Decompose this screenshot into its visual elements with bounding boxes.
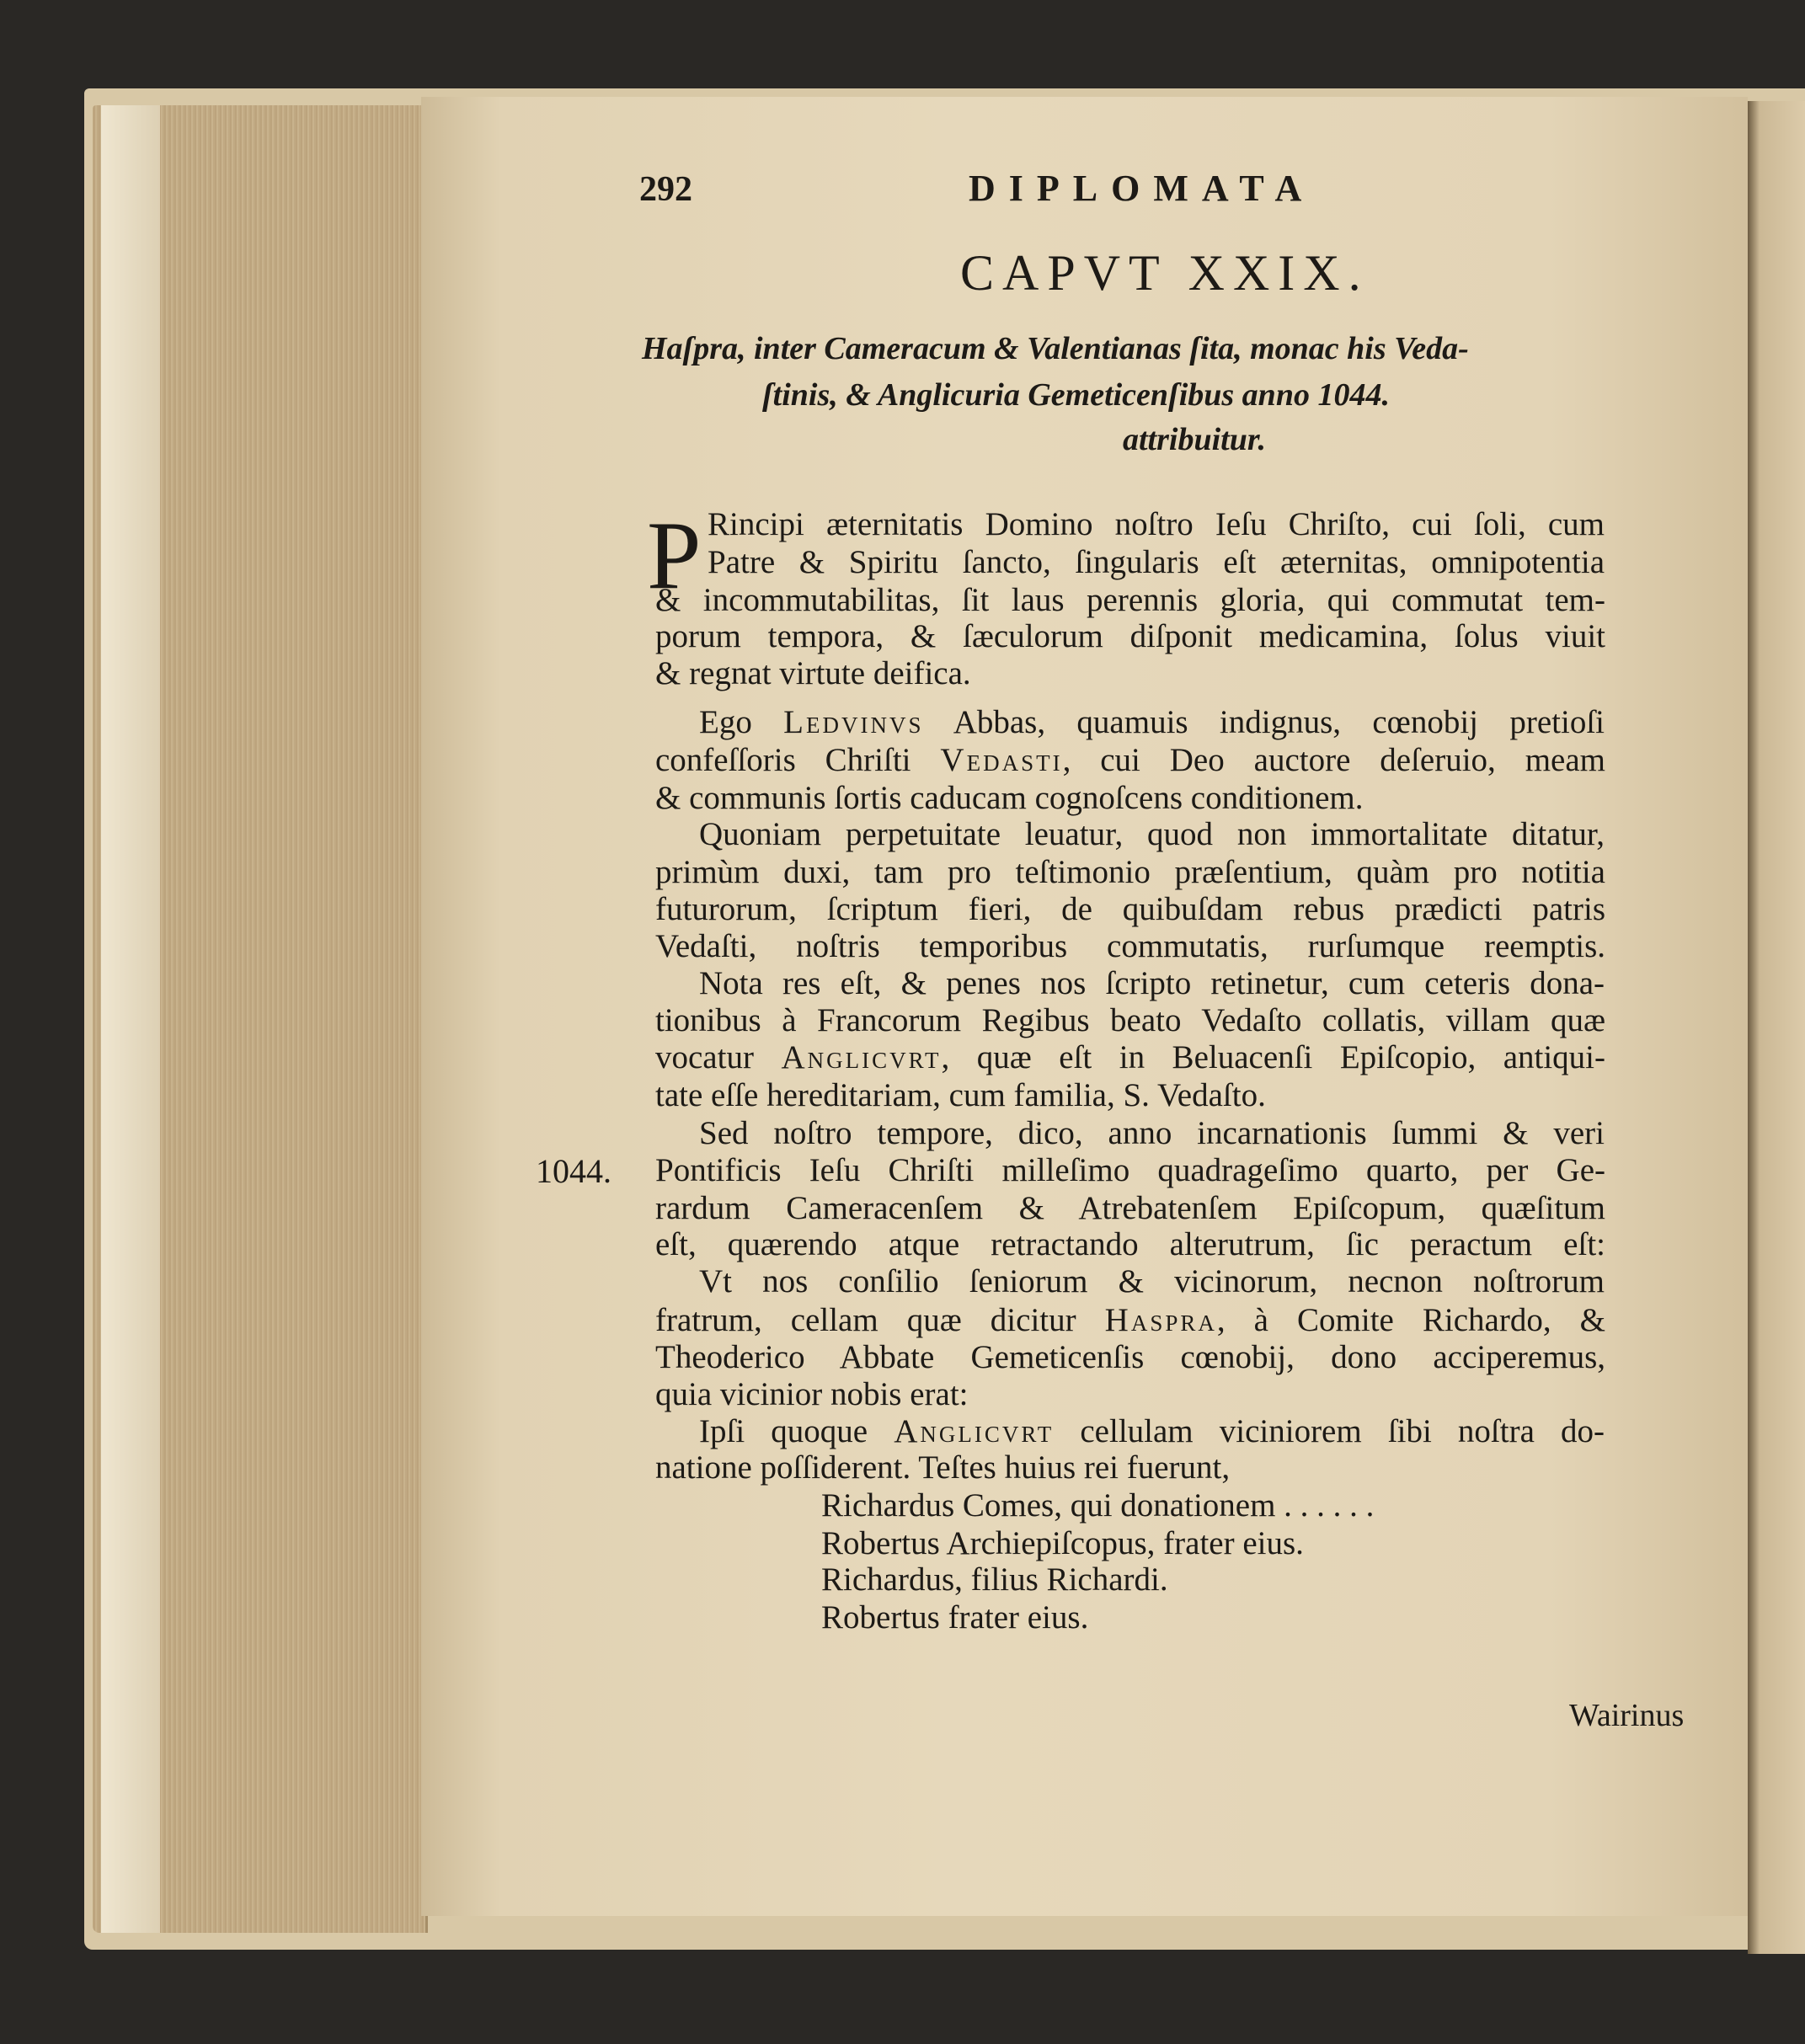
- text-segment: primùm duxi, tam pro teſtimonio præſentium, quàm pro notitia: [655, 854, 1605, 890]
- text-segment: , cui Deo auctore deſeruio, meam: [1062, 742, 1605, 778]
- chapter-title: CAPVT XXIX.: [960, 245, 1370, 301]
- text-segment: Vedaſti, noſtris temporibus commutatis, rurſumque reemptis.: [655, 928, 1605, 964]
- text-segment: & incommutabilitas, ſit laus perennis gloria, qui commutat tem-: [655, 582, 1605, 618]
- text-line: [655, 890, 1605, 928]
- cover-edge: [101, 105, 160, 1933]
- text-line: [699, 703, 1605, 741]
- text-line: [655, 853, 1605, 891]
- facing-page-edge: [1748, 101, 1805, 1954]
- text-line: [821, 1524, 1304, 1562]
- text-line: [699, 815, 1605, 853]
- text-segment: Nota res eſt, & penes nos ſcripto retinetur, cum ceteris dona-: [699, 965, 1605, 1001]
- text-line: [699, 1412, 1605, 1450]
- text-segment: Robertus frater eius.: [821, 1599, 1089, 1636]
- small-caps-name: Vedasti: [940, 742, 1063, 778]
- text-segment: Vt nos conſilio ſeniorum & vicinorum, necnon noſtrorum: [699, 1263, 1605, 1300]
- catchword: Wairinus: [1569, 1698, 1685, 1733]
- text-segment: rardum Cameracenſem & Atrebatenſem Epiſcopum, quæſitum: [655, 1190, 1605, 1226]
- text-line: [655, 1189, 1605, 1227]
- text-segment: confeſſoris Chriſti: [655, 742, 941, 778]
- text-line: [655, 1375, 969, 1413]
- text-line: [655, 1449, 1230, 1486]
- text-segment: cellulam viciniorem ſibi noſtra do-: [1054, 1413, 1605, 1449]
- margin-date: 1044.: [536, 1152, 611, 1190]
- text-segment: Sed noſtro tempore, dico, anno incarnationis ſummi & veri: [699, 1115, 1605, 1151]
- text-segment: , à Comite Richardo, &: [1216, 1302, 1605, 1338]
- small-caps-name: Ledvinvs: [783, 704, 924, 740]
- text-line: [655, 1001, 1605, 1039]
- text-line: [655, 1338, 1605, 1376]
- book-page: [421, 97, 1748, 1916]
- text-line: [655, 654, 971, 692]
- text-segment: Theoderico Abbate Gemeticenſis cœnobij, dono acciperemus,: [655, 1339, 1605, 1375]
- page-number: 292: [639, 170, 692, 209]
- text-line: [655, 741, 1605, 779]
- text-segment: natione poſſiderent. Teſtes huius rei fuerunt,: [655, 1449, 1231, 1486]
- text-segment: & communis ſortis caducam cognoſcens conditionem.: [655, 780, 1364, 816]
- text-line: [699, 1114, 1605, 1152]
- text-segment: tate eſſe hereditariam, cum familia, S. Vedaſto.: [655, 1077, 1266, 1113]
- text-segment: Ego: [699, 704, 784, 740]
- text-segment: quia vicinior nobis erat:: [655, 1376, 969, 1412]
- text-segment: Abbas, quamuis indignus, cœnobij pretioſi: [923, 704, 1605, 740]
- text-line: [821, 1486, 1374, 1524]
- text-line: [699, 964, 1605, 1002]
- small-caps-name: Haspra: [1104, 1302, 1217, 1338]
- text-line: [655, 1151, 1605, 1189]
- text-line: [655, 1076, 1266, 1114]
- text-segment: eſt, quærendo atque retractando alterutrum, ſic peractum eſt:: [655, 1226, 1605, 1262]
- text-line: [821, 1598, 1088, 1636]
- summary-line: ſtinis, & Anglicuria Gemeticenſibus anno 1044.: [762, 377, 1390, 413]
- running-head: DIPLOMATA: [969, 168, 1316, 209]
- drop-cap: P: [647, 502, 702, 610]
- text-line: [655, 779, 1363, 817]
- text-segment: Patre & Spiritu ſancto, ſingularis eſt æternitas, omnipotentia: [708, 544, 1605, 580]
- text-segment: Richardus, filius Richardi.: [821, 1561, 1168, 1598]
- text-line: [699, 1262, 1605, 1300]
- text-segment: Pontificis Ieſu Chriſti milleſimo quadrageſimo quarto, per Ge-: [655, 1152, 1605, 1188]
- small-caps-name: Anglicvrt: [894, 1413, 1055, 1449]
- small-caps-name: Anglicvrt: [781, 1039, 942, 1075]
- text-segment: vocatur: [655, 1039, 782, 1075]
- text-line: [655, 581, 1605, 619]
- text-segment: porum tempora, & ſæculorum diſponit medicamina, ſolus viuit: [655, 618, 1605, 654]
- text-line: [655, 927, 1605, 965]
- text-segment: Richardus Comes, qui donationem . . . . . .: [821, 1487, 1375, 1524]
- summary-line: attribuitur.: [1123, 422, 1267, 457]
- text-line: [655, 1225, 1605, 1263]
- text-segment: Quoniam perpetuitate leuatur, quod non immortalitate ditatur,: [699, 816, 1605, 852]
- text-segment: Robertus Archiepiſcopus, frater eius.: [821, 1525, 1304, 1561]
- text-line: [708, 505, 1605, 543]
- text-line: [655, 1301, 1605, 1339]
- text-segment: Rincipi æternitatis Domino noſtro Ieſu Chriſto, cui ſoli, cum: [708, 506, 1605, 542]
- text-segment: , quæ eſt in Beluacenſi Epiſcopio, antiqui-: [941, 1039, 1606, 1075]
- text-segment: fratrum, cellam quæ dicitur: [655, 1302, 1105, 1338]
- text-line: [708, 543, 1605, 581]
- text-line: [821, 1561, 1168, 1598]
- text-line: [655, 1038, 1605, 1076]
- summary-line: Haſpra, inter Cameracum & Valentianas ſita, monac his Veda-: [642, 331, 1469, 366]
- text-segment: tionibus à Francorum Regibus beato Vedaſto collatis, villam quæ: [655, 1002, 1605, 1038]
- text-segment: futurorum, ſcriptum fieri, de quibuſdam rebus prædicti patris: [655, 891, 1605, 927]
- text-segment: Ipſi quoque: [699, 1413, 894, 1449]
- text-line: [655, 617, 1605, 655]
- text-segment: & regnat virtute deifica.: [655, 655, 971, 691]
